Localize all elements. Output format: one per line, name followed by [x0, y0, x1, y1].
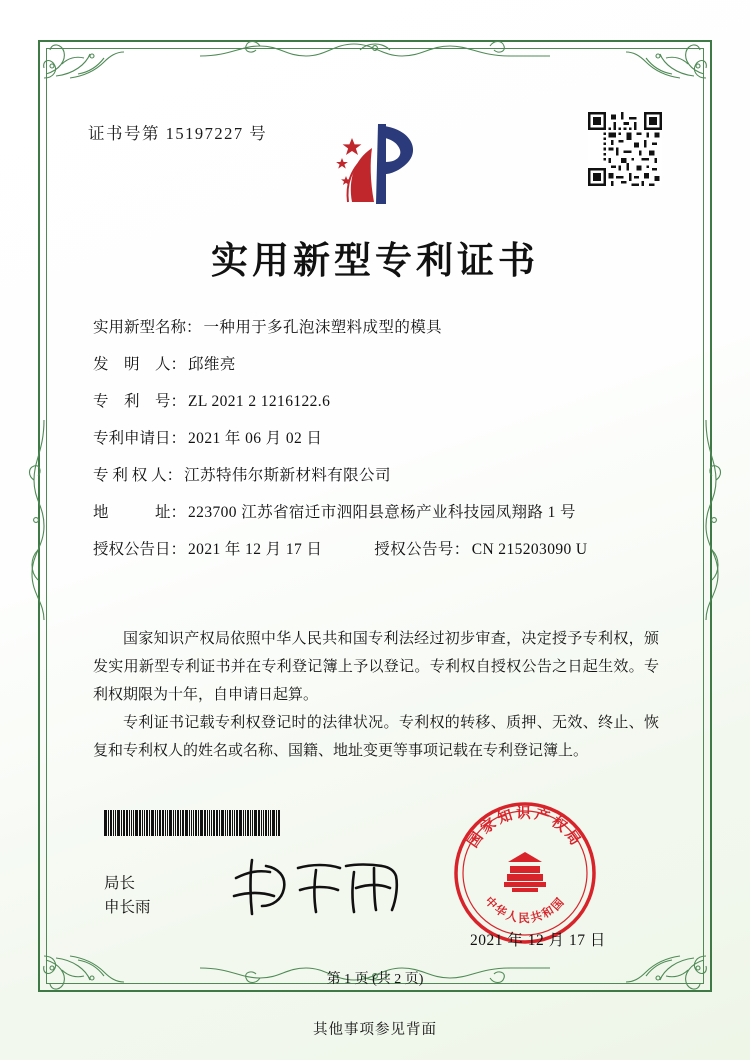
top-flourish-icon: [200, 32, 550, 66]
seal-top-text: 国家知识产权局: [465, 806, 585, 851]
grant-date-value: 2021 年 12 月 17 日: [188, 541, 323, 558]
field-row-name: [93, 320, 663, 336]
field-row-application-date: [93, 431, 663, 447]
footer-note: 其他事项参见背面: [313, 1022, 437, 1038]
certificate-number: 证书号第 15197227 号: [88, 124, 268, 143]
director-name: 申长雨: [104, 899, 151, 916]
cnipa-logo-icon: [326, 118, 430, 214]
field-value: ZL 2021 2 1216122.6: [188, 393, 331, 410]
field-value: 2021 年 06 月 02 日: [188, 430, 323, 447]
field-row-grant: [93, 542, 663, 558]
right-flourish-icon: [696, 420, 730, 620]
director-title: 局长: [104, 875, 136, 892]
field-list: [93, 320, 663, 579]
left-flourish-icon: [20, 420, 54, 620]
seal-date: 2021 年 12 月 17 日: [470, 932, 606, 949]
corner-ornament-icon: [40, 30, 126, 82]
field-row-inventor: [93, 357, 663, 373]
field-value: 一种用于多孔泡沫塑料成型的模具: [203, 319, 443, 336]
paragraph-1: 国家知识产权局依照中华人民共和国专利法经过初步审查，决定授予专利权，颁发实用新型专利证书并在专利登记簿上予以登记。专利权自授权公告之日起生效。专利权期限为十年，自申请日起算。: [93, 631, 659, 703]
field-label: 专 利 权 人：: [93, 467, 183, 484]
field-row-patent-number: [93, 394, 663, 410]
field-value: 邱维亮: [188, 356, 236, 373]
svg-text:国家知识产权局: [464, 804, 586, 851]
field-row-address: [93, 505, 663, 521]
field-value: 江苏特伟尔斯新材料有限公司: [184, 467, 391, 484]
svg-text:中华人民共和国: [482, 894, 568, 925]
seal-bottom-text: 中华人民共和国: [482, 895, 568, 925]
body-text: [93, 625, 659, 765]
field-label: 专利申请日：: [93, 430, 187, 447]
field-label: 发 明 人：: [93, 356, 187, 373]
grant-number-label: 授权公告号：: [374, 541, 470, 558]
qr-code-icon: [588, 112, 662, 186]
page-number: 第 1 页 (共 2 页): [326, 972, 424, 987]
handwritten-signature-icon: [228, 852, 408, 922]
page-title: 实用新型专利证书: [211, 241, 539, 282]
official-seal: [450, 798, 600, 948]
grant-number-value: CN 215203090 U: [471, 541, 588, 558]
barcode: [104, 810, 314, 836]
field-value: 223700 江苏省宿迁市泗阳县意杨产业科技园凤翔路 1 号: [188, 504, 576, 521]
grant-date-label: 授权公告日：: [93, 541, 187, 558]
field-label: 实用新型名称：: [93, 319, 202, 336]
field-label: 专 利 号：: [93, 393, 187, 410]
signature-labels: [104, 872, 151, 920]
field-row-patentee: [93, 468, 663, 484]
field-label: 地 址：: [93, 504, 187, 521]
corner-ornament-icon: [624, 30, 710, 82]
paragraph-2: 专利证书记载专利权登记时的法律状况。专利权的转移、质押、无效、终止、恢复和专利权人的姓名或名称、国籍、地址变更等事项记载在专利登记簿上。: [93, 715, 659, 759]
